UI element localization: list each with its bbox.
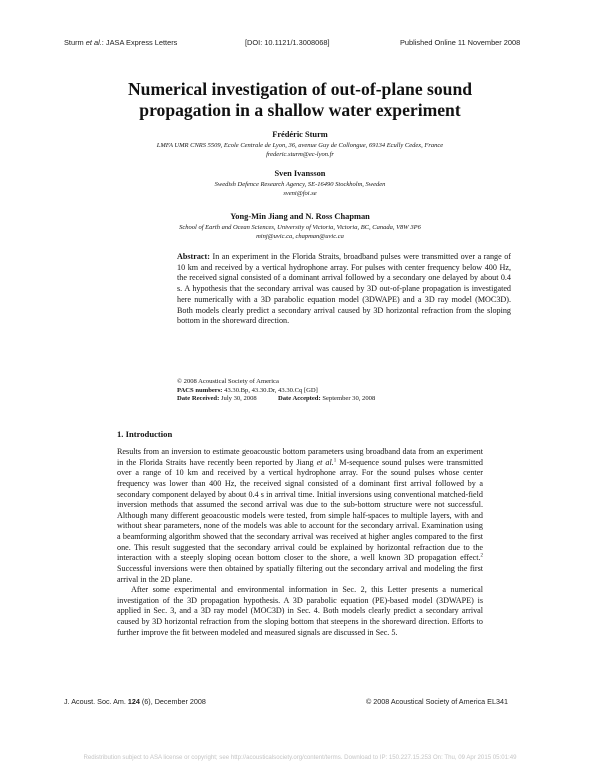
dates-line: Date Received: July 30, 2008 Date Accepted: September 30, 2008 [177,395,376,403]
author-name: Frédéric Sturm [272,130,328,139]
paragraph-1: Results from an inversion to estimate geoacoustic bottom parameters using broadband data from an experiment in the Florida Straits have recently been reported by Jiang et al.$^1$ M-sequence sound pulses were transmitted over a range of 10 km and received by a vertical hydrophone array. For the sound pulses whose center frequency was lower than 400 Hz, the received signal consisted of a dominant first arrival followed by a secondary component delayed by about 0.4 s in arrival time. Initial inversions using conventional matched-field inversion methods that assumed the second arrival was due to the sub-bottom structure were not successful. Although many different geoacoustic models were tested, from simple half-spaces to multiple layers, with and without shear parameters, none of the models was able to account for the secondary arrival. Examination using a beamforming algorithm showed that the secondary arrival was received at higher angles compared to the first one. This result suggested that the secondary arrival could be explained by horizontal refraction due to the interaction with a steeply sloping ocean bottom closer to the shore, a well known 3D propagation effect.$^2$ Successful inversions were then obtained by spatially filtering out the secondary arrival and modeling the first arrival in the 2D plane. [117,447,483,584]
title-line-2: propagation in a shallow water experiment [139,100,461,120]
author-affiliation: Swedish Defence Research Agency, SE-16490 Stockholm, Sweden [214,181,386,188]
copyright-line: © 2008 Acoustical Society of America [177,378,279,385]
author-email: sveni@foi.se [283,190,317,197]
author-name: Sven Ivansson [274,169,326,178]
pacs-line: PACS numbers: 43.30.Bp, 43.30.Dr, 43.30.Cq [GD] [177,386,318,394]
section-heading: 1. Introduction [117,429,173,439]
download-watermark: Redistribution subject to ASA license or copyright; see http://acousticalsociety.org/content/terms. Download to IP: 150.227.15.253 On: Thu, 09 Apr 2015 05:01:49 [83,754,517,761]
running-header-doi: [DOI: 10.1121/1.3008068] [245,38,330,47]
paper-title [0,79,600,121]
author-name: Yong-Min Jiang and N. Ross Chapman [230,212,370,221]
paragraph-2: After some experimental and environmental information in Sec. 2, this Letter presents a numerical investigation of the 3D propagation hypothesis. A 3D parabolic equation (PE)-based model (3DWAPE) is applied in Sec. 3, and a 3D ray model (MOC3D) in Sec. 4. Both models clearly predict a secondary arrival caused by 3D horizontal refraction from the sloping bottom that steepens in the shoreward direction. Efforts to further improve the fit between modeled and measured signals are discussed in Sec. 5. [117,585,483,637]
author-email: frederic.sturm@ec-lyon.fr [266,151,334,158]
author-affiliation: LMFA UMR CNRS 5509, Ecole Centrale de Lyon, 36, avenue Guy de Collongue, 69134 Ecully Cedex, France [156,142,444,149]
body-text [117,447,483,638]
abstract-text: In an experiment in the Florida Straits, broadband pulses were transmitted over a range of 10 km and received by a vertical hydrophone array. For pulses with center frequency below 400 Hz, the received signal consisted of a dominant arrival followed by a secondary one delayed by about 0.4 s. A hypothesis that the secondary arrival was caused by 3D out-of-plane propagation is investigated here numerically with a 3D parabolic equation model (3DWAPE) and a 3D ray model (MOC3D). Both models clearly predict a secondary arrival caused by 3D horizontal refraction from the sloping bottom in the shoreward direction. [177,252,512,326]
running-header-citation: Sturm et al.: JASA Express Letters [64,38,178,47]
author-affiliation: School of Earth and Ocean Sciences, University of Victoria, Victoria, BC, Canada, V8W 3P6 [179,224,421,231]
abstract [177,252,511,327]
abstract-label: Abstract: [177,252,210,261]
title-line-1: Numerical investigation of out-of-plane sound [127,79,473,99]
footer-journal: J. Acoust. Soc. Am. 124 (6), December 2008 [64,697,206,706]
article-meta [177,378,507,404]
running-header-published: Published Online 11 November 2008 [400,38,521,47]
footer-copyright: © 2008 Acoustical Society of America EL341 [366,697,508,706]
author-email: minj@uvic.ca, chapman@uvic.ca [256,233,344,240]
